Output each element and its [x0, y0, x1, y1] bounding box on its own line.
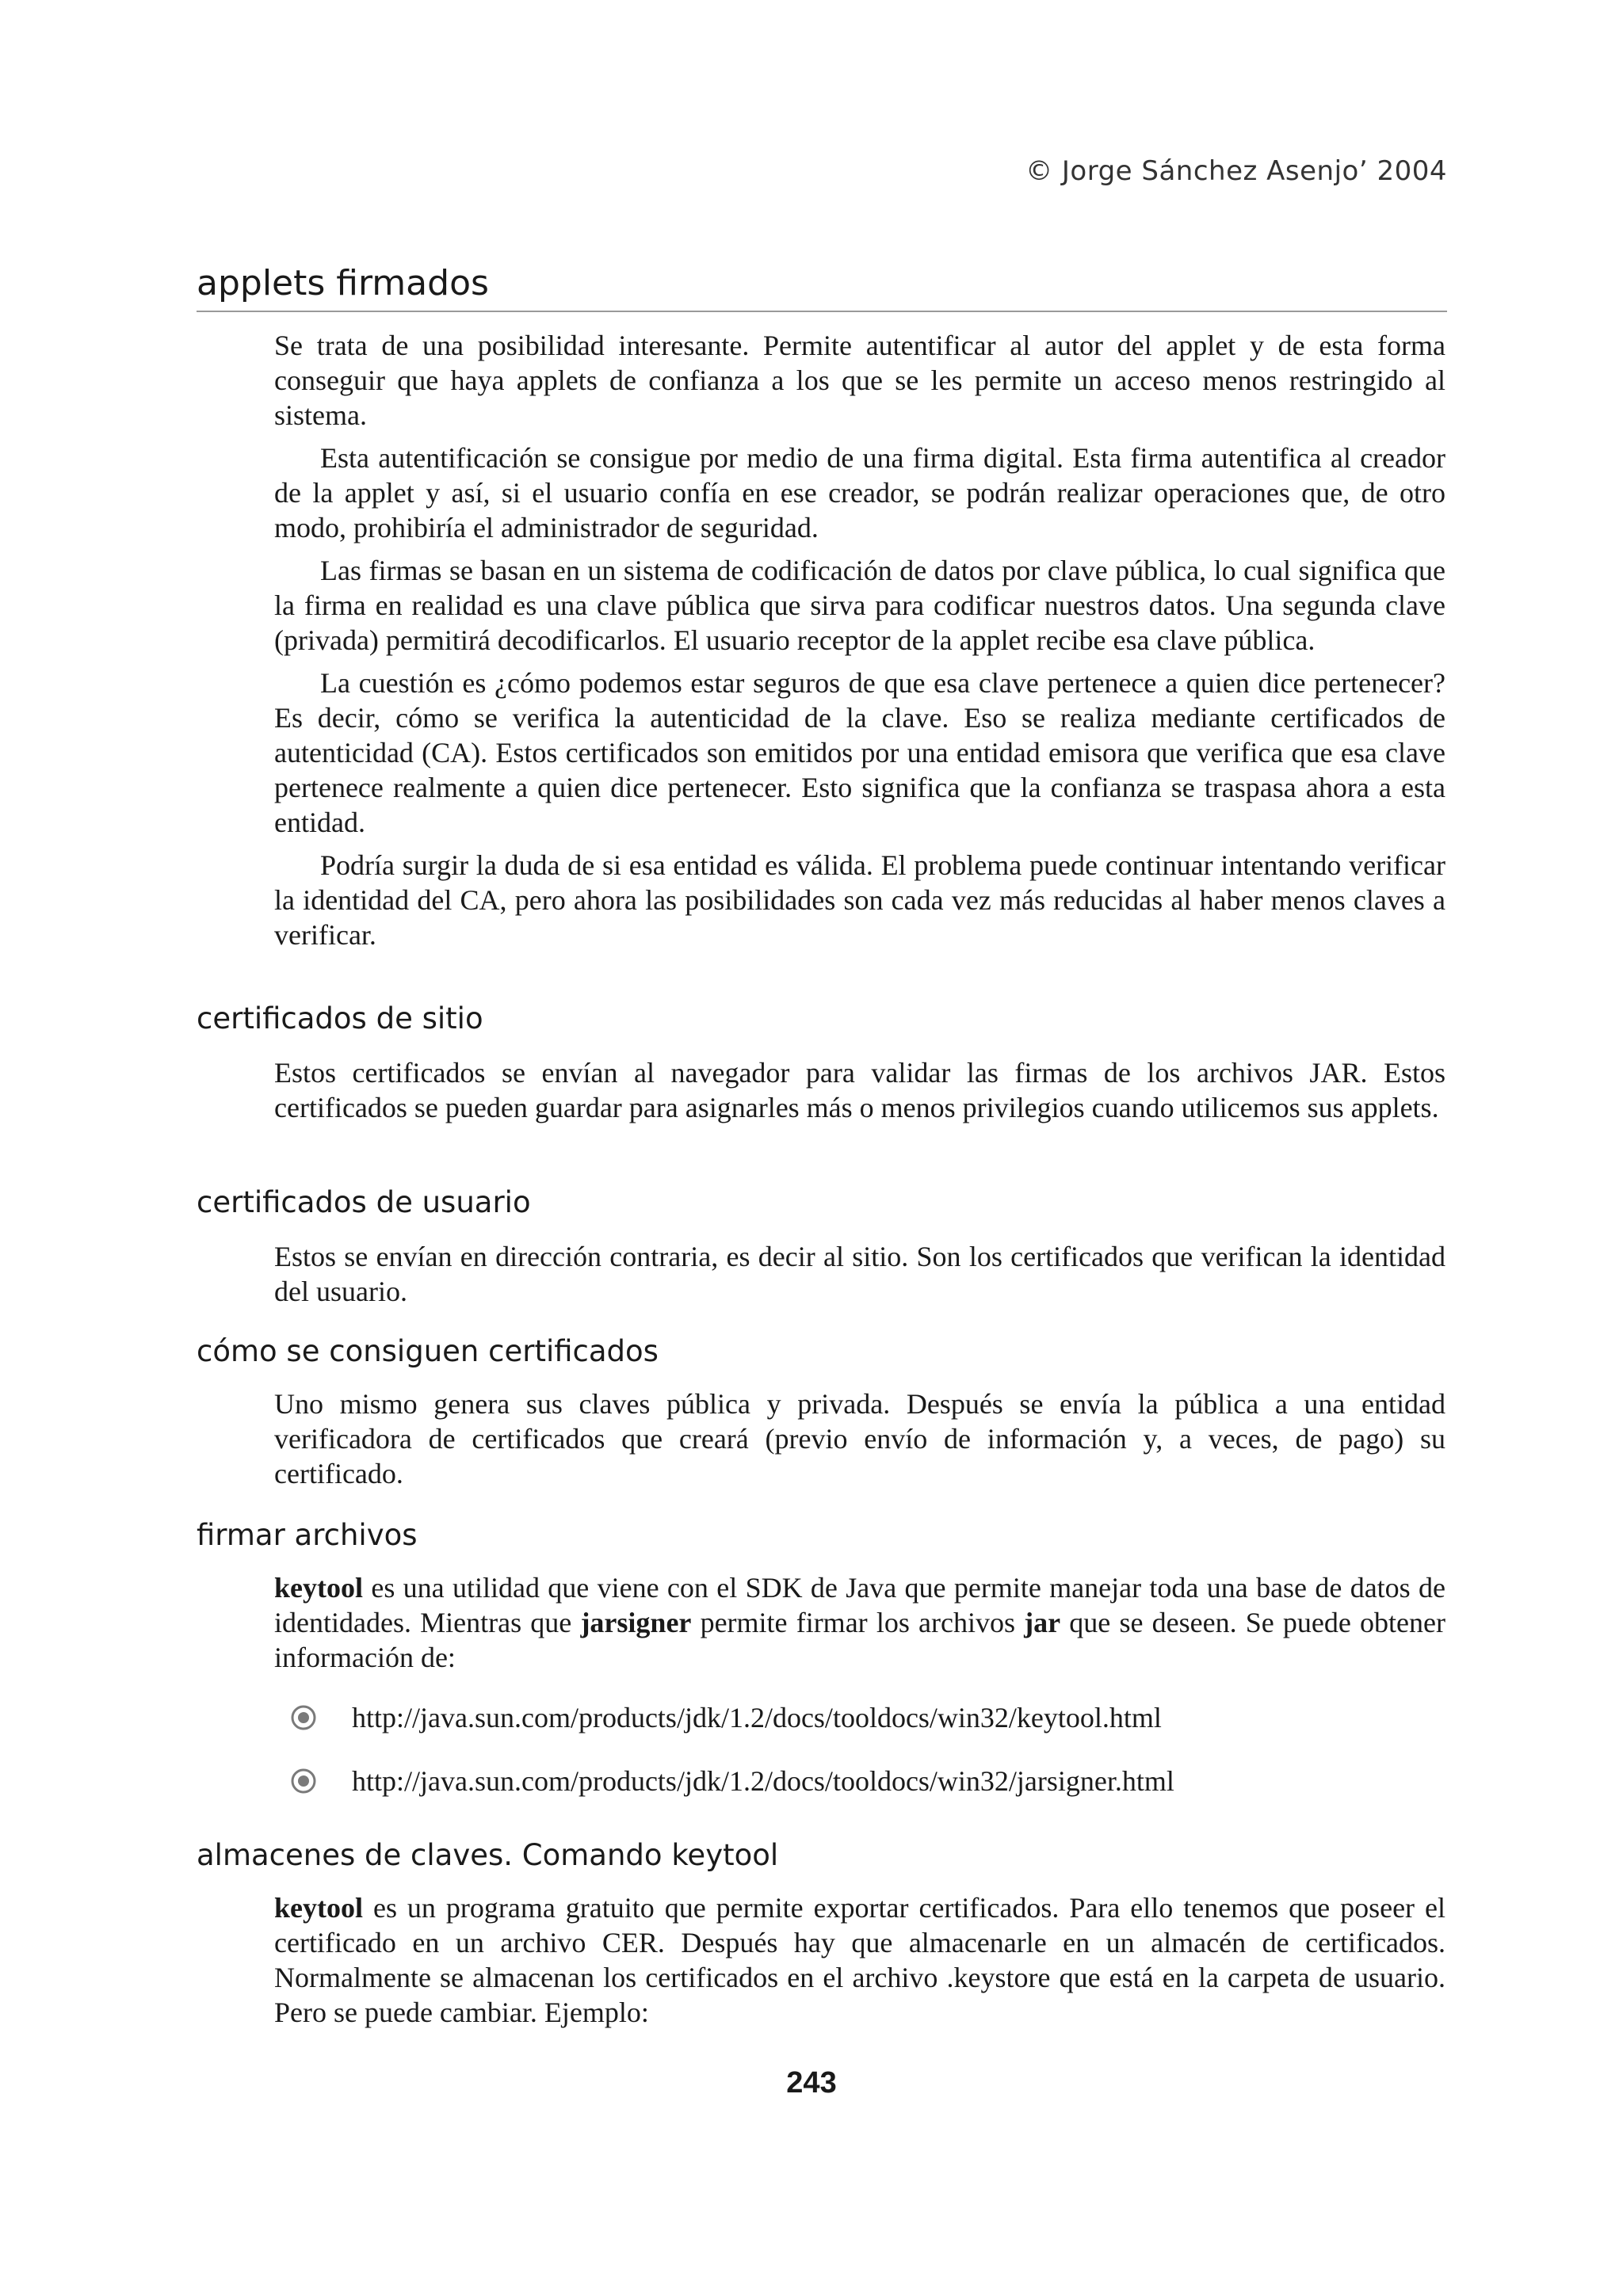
subsection-title: certificados de usuario — [197, 1185, 531, 1219]
subsection-body — [274, 1239, 1445, 1317]
list-item — [290, 1764, 1447, 1798]
keyword: keytool — [274, 1892, 363, 1924]
subsection-body — [274, 1570, 1445, 1683]
subsection-title: cómo se consiguen certificados — [197, 1334, 659, 1368]
section-title: applets firmados — [197, 263, 489, 303]
page-number: 243 — [786, 2066, 837, 2100]
paragraph: keytool es un programa gratuito que permite exportar certificados. Para ello tenemos que poseer el certificado en un archivo CER. Después hay que almacenarle en un almacén de certificados. Normalmente se almacenan los certificados en el archivo .keystore que está en la carpeta de usuario. Pero se puede cambiar. Ejemplo: — [274, 1892, 1445, 2028]
subsection-body — [274, 1890, 1445, 2038]
radio-bullet-icon — [290, 1768, 317, 1794]
paragraph: Estos certificados se envían al navegador para validar las firmas de los archivos JAR. Estos certificados se pueden guardar para asignarles más o menos privilegios cuando utilicemos sus applets. — [274, 1057, 1445, 1123]
list-item — [290, 1700, 1447, 1735]
keyword: jar — [1024, 1607, 1061, 1638]
paragraph: Las firmas se basan en un sistema de codificación de datos por clave pública, lo cual significa que la firma en realidad es una clave pública que sirva para codificar nuestros datos. Una segunda clave (privada) permitirá decodificarlos. El usuario receptor de la applet recibe esa clave pública. — [274, 555, 1445, 656]
subsection-body — [274, 1386, 1445, 1499]
paragraph: Uno mismo genera sus claves pública y privada. Después se envía la pública a una entidad verificadora de certificados que creará (previo envío de información y, a veces, de pago) su certificado. — [274, 1388, 1445, 1489]
keyword: keytool — [274, 1572, 363, 1604]
paragraph: La cuestión es ¿cómo podemos estar seguros de que esa clave pertenece a quien dice pertenecer? Es decir, cómo se verifica la autenticidad de la clave. Eso se realiza mediante certificados de autenticidad (CA). Estos certificados son emitidos por una entidad emisora que verifica que esa clave pertenece realmente a quien dice pertenecer. Esto significa que la confianza se traspasa ahora a esta entidad. — [274, 667, 1445, 838]
section-divider — [197, 311, 1447, 312]
subsection-title: firmar archivos — [197, 1518, 418, 1552]
paragraph: Esta autentificación se consigue por medio de una firma digital. Esta firma autentifica al creador de la applet y así, si el usuario confía en ese creador, se podrán realizar operaciones que, de otro modo, prohibiría el administrador de seguridad. — [274, 442, 1445, 543]
paragraph: Se trata de una posibilidad interesante. Permite autentificar al autor del applet y de esta forma conseguir que haya applets de confianza a los que se les permite un acceso menos restringido al sistema. — [274, 330, 1445, 431]
copyright-header: © Jorge Sánchez Asenjo’ 2004 — [1025, 155, 1447, 187]
paragraph: keytool es una utilidad que viene con el SDK de Java que permite manejar toda una base de datos de identidades. Mientras que jarsigner permite firmar los archivos jar que se deseen. Se puede obtener información de: — [274, 1572, 1445, 1673]
section-body — [274, 328, 1445, 960]
subsection-body — [274, 1055, 1445, 1133]
reference-link[interactable]: http://java.sun.com/products/jdk/1.2/docs/tooldocs/win32/keytool.html — [352, 1702, 1162, 1733]
keyword: jarsigner — [580, 1607, 692, 1638]
paragraph: Estos se envían en dirección contraria, es decir al sitio. Son los certificados que verifican la identidad del usuario. — [274, 1241, 1445, 1307]
subsection-title: almacenes de claves. Comando keytool — [197, 1838, 779, 1872]
reference-link[interactable]: http://java.sun.com/products/jdk/1.2/docs/tooldocs/win32/jarsigner.html — [352, 1765, 1174, 1797]
radio-bullet-icon — [290, 1704, 317, 1731]
paragraph: Podría surgir la duda de si esa entidad es válida. El problema puede continuar intentando verificar la identidad del CA, pero ahora las posibilidades son cada vez más reducidas al haber menos claves a verificar. — [274, 849, 1445, 951]
subsection-title: certificados de sitio — [197, 1001, 483, 1035]
